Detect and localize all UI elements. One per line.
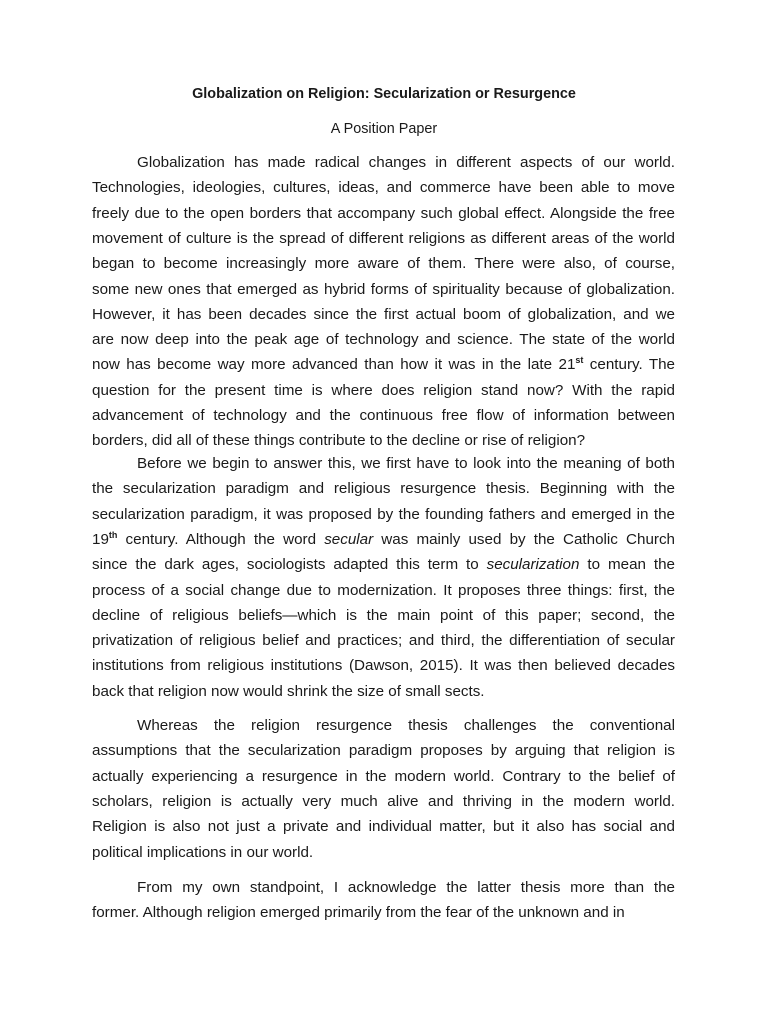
paragraph-line	[92, 740, 675, 762]
paragraph-line	[92, 766, 675, 788]
text-run: Technologies, ideologies, cultures, ideas, and commerce have been able to move	[92, 179, 675, 197]
italic-term: secularization	[486, 556, 580, 574]
text-run: Before we begin to answer this, we first have to look into the meaning of both	[137, 455, 675, 472]
paragraph-line	[137, 453, 675, 475]
paragraph-line	[92, 405, 675, 427]
text-run: since the dark ages, sociologists adapted this term to	[92, 556, 487, 574]
text-run: to mean the	[579, 556, 675, 574]
paragraph-line	[92, 430, 675, 452]
text-run: movement of culture is the spread of different religions as different areas of the world	[92, 229, 675, 247]
paragraph-line	[137, 715, 675, 737]
document-title: Globalization on Religion: Secularization or Resurgence	[192, 86, 576, 102]
text-run: are now deep into the peak age of technology and science. The state of the world	[92, 331, 675, 349]
text-run: question for the present time is where does religion stand now? With the rapid	[92, 381, 675, 399]
paragraph-line	[92, 580, 675, 602]
paragraph-line	[92, 791, 675, 813]
text-run: actually experiencing a resurgence in the modern world. Contrary to the belief of	[92, 767, 675, 785]
paragraph-line	[92, 630, 675, 652]
paragraph-line	[92, 354, 675, 376]
text-run: Religion is also not just a private and individual matter, but it also has social and	[92, 818, 675, 836]
italic-term: secular	[324, 530, 374, 548]
text-run: decline of religious beliefs—which is the main point of this paper; second, the	[92, 606, 675, 624]
text-run: However, it has been decades since the first actual boom of globalization, and we	[92, 305, 675, 323]
text-run: Globalization has made radical changes in different aspects of our world.	[137, 154, 675, 171]
paragraph-line	[92, 605, 675, 627]
paragraph-line	[92, 681, 675, 703]
paragraph-line	[92, 902, 675, 924]
superscript: st	[575, 355, 584, 366]
superscript: th	[108, 529, 118, 540]
paragraph-line	[92, 228, 675, 250]
paragraph-line	[92, 329, 675, 351]
text-run: the secularization paradigm and religious resurgence thesis. Beginning with the	[92, 480, 675, 498]
paragraph-line	[92, 304, 675, 326]
paragraph-line	[92, 380, 675, 402]
text-run: institutions from religious institutions (Dawson, 2015). It was then believed decades	[92, 657, 675, 675]
paragraph-line	[137, 152, 675, 174]
text-run: assumptions that the secularization paradigm proposes by arguing that religion is	[92, 742, 675, 760]
document-subtitle: A Position Paper	[330, 121, 438, 137]
text-run: now has become way more advanced than how it was in the late 21	[92, 356, 576, 374]
paragraph-line	[92, 529, 675, 551]
paragraph-line	[92, 203, 675, 225]
paragraph-line	[92, 842, 675, 864]
paragraph-line	[92, 177, 675, 199]
text-run: From my own standpoint, I acknowledge the latter thesis more than the	[137, 879, 675, 896]
paragraph-line	[92, 253, 675, 275]
text-run: freely due to the open borders that accompany such global effect. Alongside the free	[92, 204, 675, 222]
text-run: back that religion now would shrink the size of small sects.	[92, 682, 485, 700]
paragraph-line	[92, 504, 675, 526]
paragraph-line	[92, 554, 675, 576]
text-run: privatization of religious belief and practices; and third, the differentiation of secular	[92, 632, 675, 650]
paragraph-line	[137, 877, 675, 899]
paragraph-line	[92, 478, 675, 500]
text-run: Whereas the religion resurgence thesis challenges the conventional	[137, 717, 675, 734]
text-run: former. Although religion emerged primarily from the fear of the unknown and in	[92, 904, 625, 922]
text-run: borders, did all of these things contribute to the decline or rise of religion?	[92, 432, 586, 450]
text-run: was mainly used by the Catholic Church	[373, 530, 675, 548]
text-run: scholars, religion is actually very much alive and thriving in the modern world.	[92, 792, 675, 810]
paragraph-line	[92, 279, 675, 301]
text-run: process of a social change due to modernization. It proposes three things: first, the	[92, 581, 675, 599]
text-run: century. The	[583, 356, 675, 374]
text-run: 19	[92, 530, 109, 548]
text-run: advancement of technology and the continuous free flow of information between	[92, 407, 675, 424]
text-run: began to become increasingly more aware of them. There were also, of course,	[92, 255, 675, 273]
text-run: political implications in our world.	[92, 843, 314, 861]
text-run: some new ones that emerged as hybrid forms of spirituality because of globalization.	[92, 280, 675, 298]
paragraph-line	[92, 655, 675, 677]
text-run: century. Although the word	[117, 530, 325, 548]
paragraph-line	[92, 816, 675, 838]
text-run: secularization paradigm, it was proposed by the founding fathers and emerged in the	[92, 505, 675, 523]
